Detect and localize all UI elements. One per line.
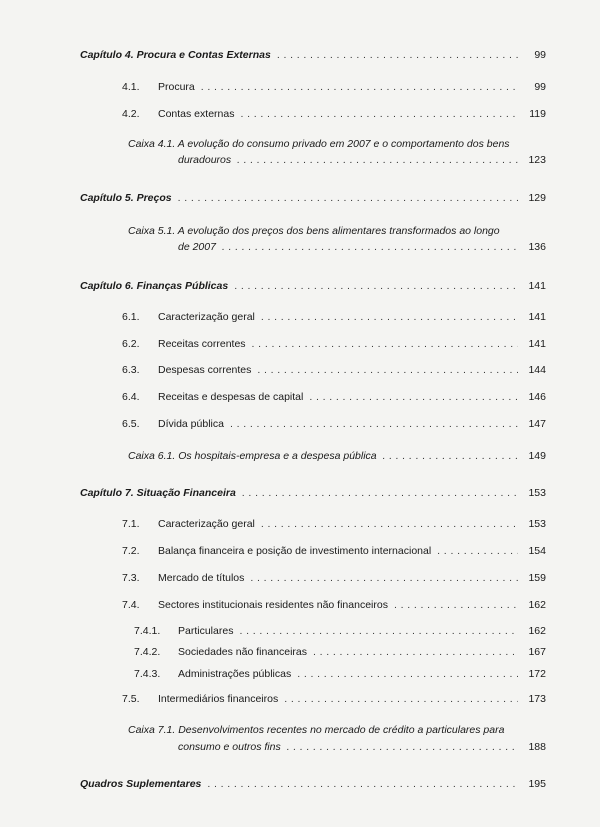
toc-entry-label: Capítulo 7. Situação Financeira (80, 487, 236, 499)
dot-leader (394, 599, 518, 612)
section-number: 6.2. (122, 338, 140, 350)
dot-leader (309, 391, 518, 404)
toc-box-4-1-title[interactable]: Caixa 4.1. A evolução do consumo privado em 2007 e o comportamento dos bens (128, 138, 510, 150)
dot-leader (242, 487, 518, 500)
toc-chapter-4[interactable] (80, 49, 546, 62)
dot-leader (240, 108, 518, 121)
dot-leader (313, 646, 518, 659)
section-number: 4.2. (122, 108, 140, 120)
section-number: 7.3. (122, 572, 140, 584)
toc-page-number: 153 (528, 487, 546, 499)
toc-section-6-1[interactable] (122, 311, 546, 324)
section-number: 6.5. (122, 418, 140, 430)
toc-box-5-1[interactable] (178, 241, 546, 254)
toc-page-number: 141 (528, 338, 546, 350)
dot-leader (252, 338, 518, 351)
toc-page-number: 136 (528, 241, 546, 253)
toc-entry-label: Balança financeira e posição de investimento internacional (158, 545, 432, 557)
toc-entry-label: Caracterização geral (158, 311, 255, 323)
dot-leader (261, 311, 518, 324)
toc-section-7-1[interactable] (122, 518, 546, 531)
toc-section-6-3[interactable] (122, 364, 546, 377)
toc-box-7-1[interactable] (178, 741, 546, 754)
toc-section-7-2[interactable] (122, 545, 546, 558)
toc-box-7-1-title[interactable]: Caixa 7.1. Desenvolvimentos recentes no mercado de crédito a particulares para (128, 724, 505, 736)
toc-section-7-5[interactable] (122, 693, 546, 706)
toc-page-number: 162 (528, 599, 546, 611)
toc-page-number: 149 (528, 450, 546, 462)
toc-section-4-2[interactable] (122, 108, 546, 121)
toc-entry-label: Contas externas (158, 108, 235, 120)
toc-box-4-1[interactable] (178, 154, 546, 167)
toc-page-number: 119 (529, 108, 546, 120)
toc-chapter-7[interactable] (80, 487, 546, 500)
toc-entry-label: Receitas correntes (158, 338, 246, 350)
toc-page-number: 154 (528, 545, 546, 557)
section-number: 7.1. (122, 518, 140, 530)
dot-leader (261, 518, 518, 531)
section-number: 6.1. (122, 311, 140, 323)
dot-leader (178, 192, 518, 205)
toc-entry-label: Quadros Suplementares (80, 778, 202, 790)
toc-supplementary-tables[interactable] (80, 778, 546, 791)
toc-section-6-2[interactable] (122, 338, 546, 351)
toc-page-number: 195 (528, 778, 546, 790)
toc-page-number: 172 (528, 668, 546, 680)
dot-leader (237, 154, 518, 167)
section-number: 6.4. (122, 391, 140, 403)
toc-entry-label: Dívida pública (158, 418, 224, 430)
toc-entry-label: Administrações públicas (178, 668, 292, 680)
section-number: 4.1. (122, 81, 140, 93)
section-number: 7.4.3. (134, 668, 161, 680)
toc-section-7-4[interactable] (122, 599, 546, 612)
toc-page-number: 146 (528, 391, 546, 403)
dot-leader (287, 741, 518, 754)
toc-page-number: 173 (528, 693, 546, 705)
dot-leader (383, 450, 518, 463)
dot-leader (297, 668, 518, 681)
dot-leader (437, 545, 518, 558)
toc-entry-label: Particulares (178, 625, 234, 637)
toc-entry-label: Receitas e despesas de capital (158, 391, 304, 403)
dot-leader (239, 625, 518, 638)
toc-entry-label: Procura (158, 81, 195, 93)
toc-entry-label: Mercado de títulos (158, 572, 245, 584)
toc-page-number: 167 (528, 646, 546, 658)
toc-entry-label: Despesas correntes (158, 364, 252, 376)
toc-page-number: 162 (528, 625, 546, 637)
toc-chapter-6[interactable] (80, 280, 546, 293)
toc-entry-label: Sociedades não financeiras (178, 646, 308, 658)
section-number: 7.5. (122, 693, 140, 705)
toc-entry-label: duradouros (178, 154, 232, 166)
dot-leader (201, 81, 518, 94)
toc-entry-label: Capítulo 5. Preços (80, 192, 172, 204)
toc-section-6-4[interactable] (122, 391, 546, 404)
toc-box-5-1-title[interactable]: Caixa 5.1. A evolução dos preços dos bens alimentares transformados ao longo (128, 225, 500, 237)
dot-leader (234, 280, 518, 293)
toc-page-number: 141 (528, 311, 546, 323)
toc-section-7-3[interactable] (122, 572, 546, 585)
toc-page-number: 99 (534, 81, 546, 93)
toc-page-number: 129 (528, 192, 546, 204)
toc-page-number: 159 (528, 572, 546, 584)
dot-leader (284, 693, 518, 706)
toc-entry-label: Intermediários financeiros (158, 693, 279, 705)
toc-page-number: 153 (528, 518, 546, 530)
toc-section-6-5[interactable] (122, 418, 546, 431)
dot-leader (277, 49, 518, 62)
toc-entry-label: Caracterização geral (158, 518, 255, 530)
toc-page-number: 141 (528, 280, 546, 292)
section-number: 7.4.1. (134, 625, 161, 637)
toc-entry-label: Capítulo 6. Finanças Públicas (80, 280, 229, 292)
dot-leader (250, 572, 518, 585)
toc-entry-label: de 2007 (178, 241, 216, 253)
section-number: 7.4.2. (134, 646, 161, 658)
dot-leader (222, 241, 518, 254)
section-number: 7.4. (122, 599, 140, 611)
toc-page-number: 147 (528, 418, 546, 430)
dot-leader (230, 418, 518, 431)
section-number: 6.3. (122, 364, 140, 376)
dot-leader (207, 778, 518, 791)
toc-page-number: 144 (528, 364, 546, 376)
toc-box-6-1[interactable] (128, 450, 546, 463)
toc-entry-label: Sectores institucionais residentes não financeiros (158, 599, 388, 611)
toc-entry-label: Caixa 6.1. Os hospitais-empresa e a despesa pública (128, 450, 377, 462)
toc-subsection-7-4-1[interactable] (134, 625, 546, 638)
toc-subsection-7-4-3[interactable] (134, 668, 546, 681)
toc-page-number: 99 (534, 49, 546, 61)
toc-chapter-5[interactable] (80, 192, 546, 205)
dot-leader (257, 364, 518, 377)
toc-entry-label: consumo e outros fins (178, 741, 281, 753)
section-number: 7.2. (122, 545, 140, 557)
toc-section-4-1[interactable] (122, 81, 546, 94)
toc-page-number: 188 (528, 741, 546, 753)
toc-page-number: 123 (528, 154, 546, 166)
toc-entry-label: Capítulo 4. Procura e Contas Externas (80, 49, 271, 61)
toc-subsection-7-4-2[interactable] (134, 646, 546, 659)
